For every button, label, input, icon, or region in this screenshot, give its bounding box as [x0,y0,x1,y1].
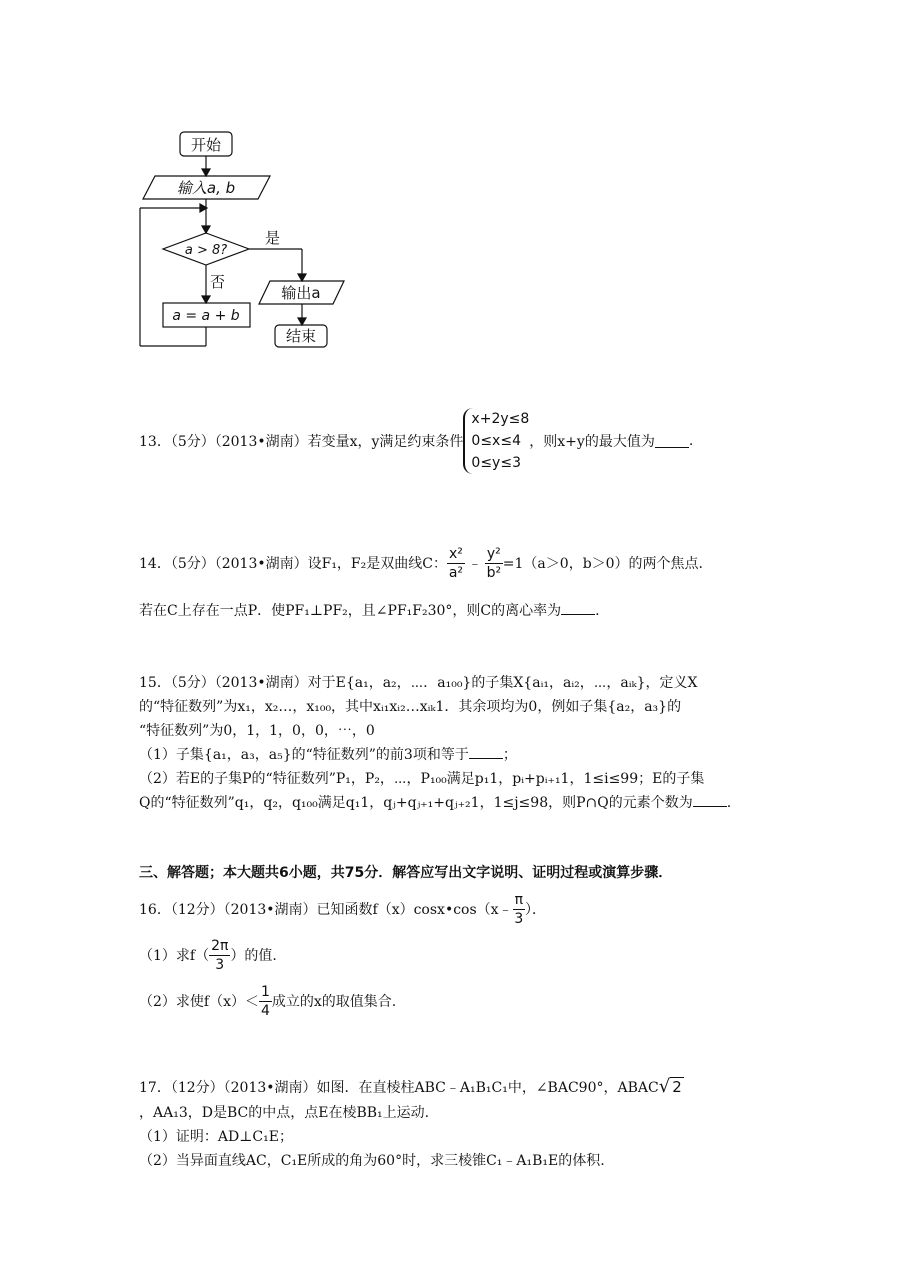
answer-blank [655,435,689,448]
answer-blank [561,602,595,615]
q17-line-2: ，AA₁3，D是BC的中点，点E在棱BB₁上运动. [139,1105,430,1121]
q17-line-4: （2）当异面直线AC，C₁E所成的角为60°时，求三棱锥C₁﹣A₁B₁E的体积. [139,1153,605,1169]
q16-pi-num: π [514,891,523,908]
flowchart-end-label: 结束 [285,327,317,345]
answer-blank [469,746,503,759]
question-13 [139,402,693,480]
q16-part-1-suffix: ）的值. [230,948,277,964]
q13-suffix: ，则x+y的最大值为 [529,434,655,450]
q15-line-3: “特征数列”为0，1，1，0，0，⋯，0 [139,723,375,739]
q13-constraint-1: x+2y≤8 [471,411,530,427]
q15-line-1: 15．（5分）（2013•湖南）对于E{a₁，a₂，⋯．a₁₀₀}的子集X{aᵢ₁，aᵢ₂，⋯，aᵢₖ}，定义X [139,675,698,691]
q14-fraction-y [485,545,503,582]
q14-line-2-text: 若在C上存在一点P．使PF₁⊥PF₂，且∠PF₁F₂30°，则C的离心率为 [139,603,562,619]
q17-line-3: （1）证明：AD⊥C₁E； [139,1129,293,1145]
q13-constraints [463,408,529,474]
q14-den-a: a² [448,564,464,581]
q14-line-2 [139,600,600,620]
q15-line-2: 的“特征数列”为x₁，x₂…，x₁₀₀，其中xᵢ₁xᵢ₂…xᵢₖ1．其余项均为0，例如子集{a₂，a₃}的 [139,699,682,715]
q14-minus: ﹣ [467,556,482,572]
q16-2pi-num: 2π [211,937,229,954]
answer-blank [693,794,727,807]
section-3-heading: 三、解答题；本大题共6小题，共75分．解答应写出文字说明、证明过程或演算步骤． [139,865,673,881]
q16-fraction-2pi-3 [209,937,230,974]
q16-part-1-prefix: （1）求f（ [139,948,210,964]
q15-line-6 [139,792,731,812]
q16-part-1 [139,932,277,978]
q15-line-5: （2）若E的子集P的“特征数列”P₁，P₂，⋯，P₁₀₀满足p₁1，pᵢ+pᵢ₊₁1，1≤i≤99；E的子集 [139,771,705,787]
q16-4-den: 4 [260,1002,270,1019]
sqrt-symbol: √ 2 [658,1076,682,1097]
q17-line-1 [139,1076,684,1097]
q16-part-2-prefix: （2）求使f（x）＜ [139,994,259,1010]
q16-fraction-1-4 [259,983,272,1020]
q13-end: . [688,433,694,449]
q16-suffix: ）． [525,902,546,918]
flowchart-yes-label: 是 [265,229,281,247]
q14-suffix: =1（a＞0，b＞0）的两个焦点. [502,556,704,572]
q14-num-x: x² [448,545,463,562]
flowchart-process-label: a = a + b [172,308,240,324]
q13-constraint-3: 0≤y≤3 [471,455,521,471]
q16-part-2 [139,978,396,1024]
q13-prefix: 13．（5分）（2013•湖南）若变量x，y满足约束条件 [139,434,464,450]
q15-line-6-end: . [726,795,732,811]
flowchart-output-label: 输出a [281,284,321,302]
q14-fraction-x [447,545,465,582]
q15-line-4 [139,744,517,764]
flowchart [130,125,370,355]
question-16 [139,886,546,932]
q17-sqrt-value: 2 [672,1078,682,1096]
q14-end: . [595,603,600,619]
q16-fraction-pi-3 [513,891,525,928]
q16-prefix: 16．（12分）（2013•湖南）已知函数f（x）cosx•cos（x﹣ [139,902,513,918]
flowchart-condition-label: a > 8? [184,243,228,258]
flowchart-no-label: 否 [210,273,226,291]
q16-part-2-suffix: 成立的x的取值集合. [271,994,397,1010]
q13-constraint-2: 0≤x≤4 [471,433,521,449]
q15-line-4-text: （1）子集{a₁，a₃，a₅}的“特征数列”的前3项和等于 [139,747,469,763]
q17-line-1-text: 17．（12分）（2013•湖南）如图．在直棱柱ABC﹣A₁B₁C₁中，∠BAC90°，ABAC [139,1080,659,1096]
q14-num-y: y² [486,545,501,562]
q14-den-b: b² [486,564,502,581]
q16-2pi-den: 3 [215,956,225,973]
q16-pi-den: 3 [514,910,524,927]
flowchart-input-label: 输入a, b [176,179,236,197]
q15-line-4-end: ； [502,747,517,763]
q16-1-num: 1 [260,983,270,1000]
q15-line-6-text: Q的“特征数列”q₁，q₂，q₁₀₀满足q₁1，qⱼ+qⱼ₊₁+qⱼ₊₂1，1≤j≤98，则P∩Q的元素个数为 [139,795,693,811]
flowchart-start-label: 开始 [190,136,222,154]
question-14 [139,538,703,588]
q14-prefix: 14．（5分）（2013•湖南）设F₁，F₂是双曲线C： [139,556,447,572]
